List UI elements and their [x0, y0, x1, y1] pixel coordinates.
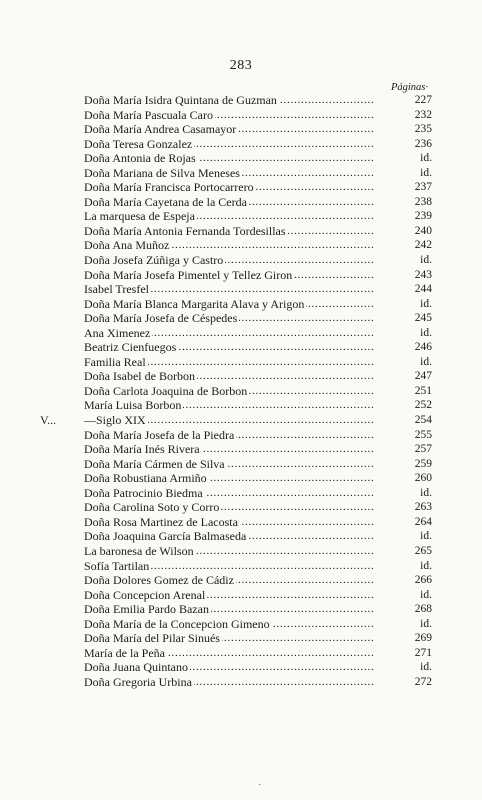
toc-entry: [40, 384, 432, 399]
toc-entry-name: Doña Joaquina García Balmaseda: [84, 529, 247, 544]
toc-entry-leader: [84, 442, 388, 457]
toc-entry-page: 257: [414, 443, 432, 456]
toc-entry-leader: [84, 486, 388, 501]
toc-entry-leader: [84, 93, 388, 108]
toc-entry: [40, 340, 432, 355]
toc-entry-name: Doña Gregoria Urbina: [84, 674, 192, 689]
toc-entry: [40, 137, 432, 152]
toc-entry-name: Doña María Josefa Pimentel y Tellez Giron: [84, 267, 293, 282]
print-speck: ·: [258, 780, 262, 791]
toc-entry-name: Doña Juana Quintano: [84, 660, 188, 675]
toc-entry: [40, 282, 432, 297]
toc-entry-page: 263: [414, 501, 432, 514]
toc-entry-name: Beatriz Cienfuegos: [84, 340, 177, 355]
toc-entry: [40, 573, 432, 588]
toc-entry: [40, 108, 432, 123]
toc-entry: [40, 311, 432, 326]
toc-entry-page: 232: [414, 108, 432, 121]
toc-entry: [40, 297, 432, 312]
toc-entry-name: Doña Rosa Martinez de Lacosta: [84, 514, 238, 529]
toc-entry-name: Isabel Tresfel: [84, 282, 149, 297]
toc-entry-page: id.: [420, 254, 432, 267]
toc-entry: [40, 355, 432, 370]
toc-entry-name: Sofía Tartilan: [84, 558, 150, 573]
toc-entry-name: María de la Peña: [84, 645, 165, 660]
toc-entry-page: id.: [420, 355, 432, 368]
toc-entry: [40, 500, 432, 515]
toc-entry-leader: [84, 180, 388, 195]
toc-entry-name: Familia Real: [84, 354, 146, 369]
toc-entry-leader: [84, 529, 388, 544]
toc-entry-name: Doña Ana Muñoz: [84, 238, 170, 253]
toc-entry-name: —Siglo XIX: [84, 413, 146, 428]
toc-entry: [40, 326, 432, 341]
toc-entry-page: 245: [414, 312, 432, 325]
toc-entry-leader: [84, 355, 388, 370]
toc-entry-leader: [84, 340, 388, 355]
toc-entry-leader: [84, 471, 388, 486]
toc-entry-leader: [84, 660, 388, 675]
toc-entry-name: Doña María Isidra Quintana de Guzman: [84, 93, 277, 107]
toc-entry-name: Doña Patrocinio Biedma: [84, 485, 203, 500]
toc-entry-name: Doña Dolores Gomez de Cádiz: [84, 573, 234, 588]
toc-entry-leader: [84, 311, 388, 326]
toc-entry-name: Doña Carlota Joaquina de Borbon: [84, 383, 248, 398]
toc-entry-page: 264: [414, 515, 432, 528]
toc-entry: [40, 224, 432, 239]
toc-entry-name: Doña Teresa Gonzalez: [84, 136, 193, 151]
toc-entry-name: Doña María Cármen de Silva: [84, 456, 225, 471]
toc-entry-name: Doña María Inés Rivera: [84, 442, 200, 457]
toc-entry-name: Doña María Blanca Margarita Alava y Arigon: [84, 296, 305, 311]
toc-entry: [40, 471, 432, 486]
toc-entry-page: 236: [414, 137, 432, 150]
toc-entry: [40, 253, 432, 268]
toc-entry-page: 237: [414, 181, 432, 194]
page-number: 283: [229, 58, 253, 73]
toc-entry: [40, 631, 432, 646]
toc-entry-leader: [84, 224, 388, 239]
toc-entry-leader: [84, 457, 388, 472]
toc-entry-leader: [84, 588, 388, 603]
toc-entry-leader: [84, 617, 388, 632]
toc-entry-leader: [84, 413, 388, 428]
toc-entry: [40, 559, 432, 574]
toc-entry: [40, 369, 432, 384]
toc-entry: [40, 268, 432, 283]
toc-entry-leader: [84, 398, 388, 413]
toc-entry-leader: [84, 369, 388, 384]
toc-entry: [40, 428, 432, 443]
toc-entry: [40, 413, 432, 428]
toc-entry: [40, 122, 432, 137]
toc-entry-page: 240: [414, 224, 432, 237]
toc-entry: [40, 675, 432, 690]
toc-entry-page: id.: [420, 152, 432, 165]
toc-entry-name: Doña María Josefa de la Piedra: [84, 427, 235, 442]
toc-entry-name: Doña Robustiana Armiño: [84, 471, 207, 486]
toc-entry: [40, 93, 432, 108]
toc-entry: [40, 151, 432, 166]
toc-entry-page: 242: [414, 239, 432, 252]
toc-entry-name: Doña Carolina Soto y Corro: [84, 500, 220, 515]
toc-entry: [40, 457, 432, 472]
toc-entry-leader: [84, 108, 388, 123]
toc-entry-name: Doña Antonia de Rojas: [84, 151, 196, 166]
toc-entry: [40, 617, 432, 632]
toc-entry-page: 259: [414, 457, 432, 470]
toc-entry-page: 271: [414, 646, 432, 659]
toc-entry-page: 255: [414, 428, 432, 441]
toc-entry-leader: [84, 631, 388, 646]
toc-entry: [40, 398, 432, 413]
toc-entry-page: 265: [414, 544, 432, 557]
toc-entry-page: 272: [414, 675, 432, 688]
toc-entry-page: id.: [420, 588, 432, 601]
toc-entry-leader: [84, 646, 388, 661]
toc-entry-page: 260: [414, 472, 432, 485]
toc-entry-name: La baronesa de Wilson: [84, 543, 194, 558]
toc-entry: [40, 602, 432, 617]
toc-entry-name: Doña María Antonia Fernanda Tordesillas: [84, 223, 286, 238]
toc-entry-page: 268: [414, 603, 432, 616]
toc-entry-page: 235: [414, 123, 432, 136]
toc-entry-leader: [84, 297, 388, 312]
toc-entry-name: Doña Concepcion Arenal: [84, 587, 206, 602]
toc-entry-page: id.: [420, 530, 432, 543]
toc-entry-leader: [84, 282, 388, 297]
toc-entry-name: Doña María Cayetana de la Cerda: [84, 194, 247, 209]
toc-entry-leader: [84, 253, 388, 268]
toc-entry-page: 243: [414, 268, 432, 281]
table-of-contents: [40, 93, 432, 689]
toc-entry-name: Doña María Pascuala Caro: [84, 107, 213, 122]
toc-entry-leader: [84, 500, 388, 515]
toc-entry: [40, 529, 432, 544]
toc-entry-name: La marquesa de Espeja: [84, 209, 195, 224]
toc-entry-page: 239: [414, 210, 432, 223]
toc-entry-page: 246: [414, 341, 432, 354]
toc-entry-leader: [84, 544, 388, 559]
toc-entry-leader: [84, 515, 388, 530]
toc-entry: [40, 195, 432, 210]
toc-entry-leader: [84, 602, 388, 617]
toc-entry-page: id.: [420, 486, 432, 499]
toc-entry-page: 251: [414, 384, 432, 397]
toc-entry-name: Doña Josefa Zúñiga y Castro: [84, 253, 224, 268]
toc-entry-leader: [84, 122, 388, 137]
toc-entry: [40, 238, 432, 253]
toc-entry-name: María Luisa Borbon: [84, 398, 182, 413]
toc-entry-page: 238: [414, 195, 432, 208]
toc-entry: [40, 515, 432, 530]
toc-entry-name: Ana Ximenez: [84, 325, 151, 340]
toc-entry-name: Doña Mariana de Silva Meneses: [84, 165, 240, 180]
toc-entry-page: id.: [420, 326, 432, 339]
toc-entry-name: Doña María Francisca Portocarrero: [84, 180, 254, 195]
toc-entry-page: 269: [414, 632, 432, 645]
toc-entry-leader: [84, 268, 388, 283]
toc-entry: [40, 180, 432, 195]
toc-entry-page: 247: [414, 370, 432, 383]
toc-section-marker: V...: [40, 413, 57, 428]
toc-entry-name: Doña María de la Concepcion Gimeno: [84, 616, 270, 631]
toc-entry-name: Doña Emilia Pardo Bazan: [84, 602, 209, 617]
toc-entry: [40, 588, 432, 603]
toc-entry-leader: [84, 573, 388, 588]
toc-entry-leader: [84, 209, 388, 224]
toc-entry-leader: [84, 137, 388, 152]
toc-entry: [40, 209, 432, 224]
toc-entry-leader: [84, 675, 388, 690]
toc-entry-leader: [84, 384, 388, 399]
toc-entry-leader: [84, 166, 388, 181]
toc-entry-name: Doña María Josefa de Céspedes: [84, 311, 238, 326]
toc-entry-page: id.: [420, 297, 432, 310]
toc-entry-leader: [84, 238, 388, 253]
toc-entry-page: id.: [420, 661, 432, 674]
toc-entry-name: Doña María Andrea Casamayor: [84, 122, 237, 137]
toc-entry: [40, 442, 432, 457]
toc-entry: [40, 486, 432, 501]
toc-entry-name: Doña María del Pilar Sinués: [84, 631, 220, 646]
toc-entry-leader: [84, 428, 388, 443]
toc-entry-page: 254: [414, 414, 432, 427]
toc-entry-leader: [84, 195, 388, 210]
toc-entry-page: id.: [420, 617, 432, 630]
toc-entry-page: 227: [414, 94, 432, 106]
toc-entry-page: id.: [420, 559, 432, 572]
toc-entry: [40, 660, 432, 675]
toc-entry: [40, 646, 432, 661]
toc-entry-leader: [84, 559, 388, 574]
pages-column-header: Páginas·: [390, 82, 428, 93]
toc-entry-name: Doña Isabel de Borbon: [84, 369, 195, 384]
toc-entry-page: id.: [420, 166, 432, 179]
toc-entry-leader: [84, 326, 388, 341]
toc-entry: [40, 544, 432, 559]
toc-entry-page: 266: [414, 574, 432, 587]
toc-entry-page: 244: [414, 283, 432, 296]
toc-entry: [40, 166, 432, 181]
toc-entry-leader: [84, 151, 388, 166]
toc-entry-page: 252: [414, 399, 432, 412]
